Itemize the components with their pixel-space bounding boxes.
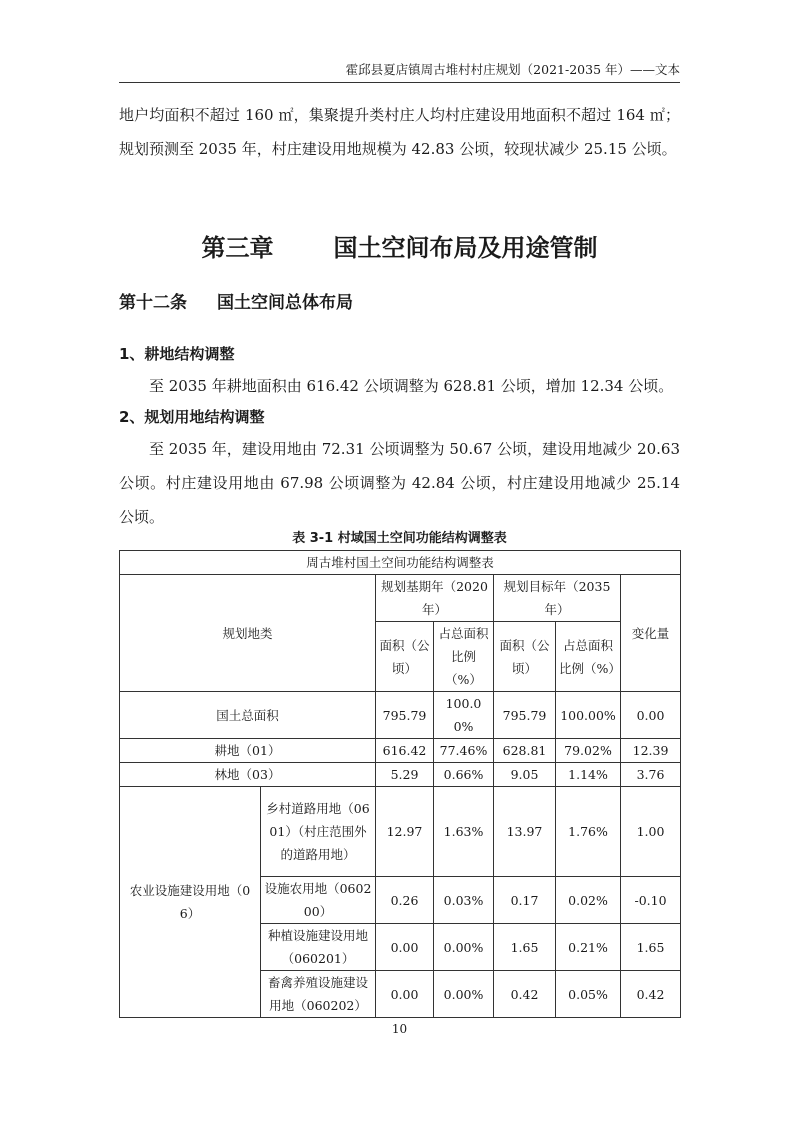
article-heading: [119, 288, 353, 318]
cell-base-area: 5.29: [376, 763, 434, 787]
chapter-heading: [119, 228, 680, 268]
cell-target-area: 1.65: [494, 924, 556, 971]
cell-base-ratio: 1.63%: [434, 787, 494, 877]
article-number: 第十二条: [119, 293, 187, 313]
cell-target-ratio: 100.00%: [556, 692, 621, 739]
cell-sub-land-type: 畜禽养殖设施建设用地（060202）: [261, 971, 376, 1018]
header-change: 变化量: [621, 575, 681, 692]
page-header: [119, 60, 680, 83]
cell-base-area: 0.00: [376, 924, 434, 971]
cell-base-area: 795.79: [376, 692, 434, 739]
header-target-year: 规划目标年（2035 年）: [494, 575, 621, 622]
section-text: 至 2035 年，建设用地由 72.31 公顷调整为 50.67 公顷，建设用地减少 20.63 公顷。村庄建设用地由 67.98 公顷调整为 42.84 公顷，村庄建设用地减少 25.14 公顷。: [119, 440, 680, 526]
cell-target-ratio: 0.21%: [556, 924, 621, 971]
table-row: [120, 739, 681, 763]
cell-land-type: 耕地（01）: [120, 739, 376, 763]
cell-target-area: 0.42: [494, 971, 556, 1018]
cell-change: -0.10: [621, 877, 681, 924]
cell-land-type: 林地（03）: [120, 763, 376, 787]
cell-base-area: 0.26: [376, 877, 434, 924]
table-title: 周古堆村国土空间功能结构调整表: [120, 551, 681, 575]
cell-change: 3.76: [621, 763, 681, 787]
cell-base-area: 0.00: [376, 971, 434, 1018]
cell-base-ratio: 0.66%: [434, 763, 494, 787]
cell-change: 0.00: [621, 692, 681, 739]
header-base-year: 规划基期年（2020 年）: [376, 575, 494, 622]
header-target-area: 面积（公顷）: [494, 622, 556, 692]
cell-base-area: 12.97: [376, 787, 434, 877]
header-land-type: 规划地类: [120, 575, 376, 692]
cell-base-ratio: 0.00%: [434, 924, 494, 971]
cell-base-ratio: 77.46%: [434, 739, 494, 763]
cell-base-ratio: 0.00%: [434, 971, 494, 1018]
intro-paragraph: 地户均面积不超过 160 ㎡，集聚提升类村庄人均村庄建设用地面积不超过 164 ㎡；规划预测至 2035 年，村庄建设用地规模为 42.83 公顷，较现状减少 25.15 公顷。: [119, 106, 680, 158]
cell-change: 1.65: [621, 924, 681, 971]
article-title: 国土空间总体布局: [217, 293, 353, 313]
cell-target-ratio: 0.05%: [556, 971, 621, 1018]
cell-change: 12.39: [621, 739, 681, 763]
chapter-title: 国土空间布局及用途管制: [333, 234, 598, 262]
chapter-number: 第三章: [201, 234, 274, 262]
cell-target-ratio: 0.02%: [556, 877, 621, 924]
land-structure-table: [119, 550, 681, 1018]
cell-target-area: 628.81: [494, 739, 556, 763]
cell-sub-land-type: 种植设施建设用地（060201）: [261, 924, 376, 971]
cell-base-ratio: 0.03%: [434, 877, 494, 924]
section-heading: 1、耕地结构调整: [119, 345, 235, 363]
table-caption: 表 3-1 村域国土空间功能结构调整表: [292, 531, 507, 546]
cell-change: 0.42: [621, 971, 681, 1018]
cell-sub-land-type: 设施农用地（060200）: [261, 877, 376, 924]
cell-sub-land-type: 乡村道路用地（0601）（村庄范围外的道路用地）: [261, 787, 376, 877]
cell-target-area: 9.05: [494, 763, 556, 787]
cell-target-area: 795.79: [494, 692, 556, 739]
table-row: [120, 763, 681, 787]
cell-target-area: 0.17: [494, 877, 556, 924]
header-base-ratio: 占总面积比例（%）: [434, 622, 494, 692]
header-target-ratio: 占总面积比例（%）: [556, 622, 621, 692]
cell-group-name: 农业设施建设用地（06）: [120, 787, 261, 1018]
header-title: 霍邱县夏店镇周古堆村村庄规划（2021-2035 年）——文本: [345, 62, 680, 77]
page-number: 10: [391, 1022, 408, 1036]
cell-base-area: 616.42: [376, 739, 434, 763]
table-row: [120, 787, 681, 877]
cell-change: 1.00: [621, 787, 681, 877]
cell-target-ratio: 1.76%: [556, 787, 621, 877]
cell-target-ratio: 1.14%: [556, 763, 621, 787]
section-heading: 2、规划用地结构调整: [119, 408, 265, 426]
table-row: [120, 692, 681, 739]
cell-target-area: 13.97: [494, 787, 556, 877]
cell-base-ratio: 100.00%: [434, 692, 494, 739]
header-base-area: 面积（公顷）: [376, 622, 434, 692]
section-text: 至 2035 年耕地面积由 616.42 公顷调整为 628.81 公顷，增加 12.34 公顷。: [149, 377, 674, 395]
cell-land-type: 国土总面积: [120, 692, 376, 739]
cell-target-ratio: 79.02%: [556, 739, 621, 763]
